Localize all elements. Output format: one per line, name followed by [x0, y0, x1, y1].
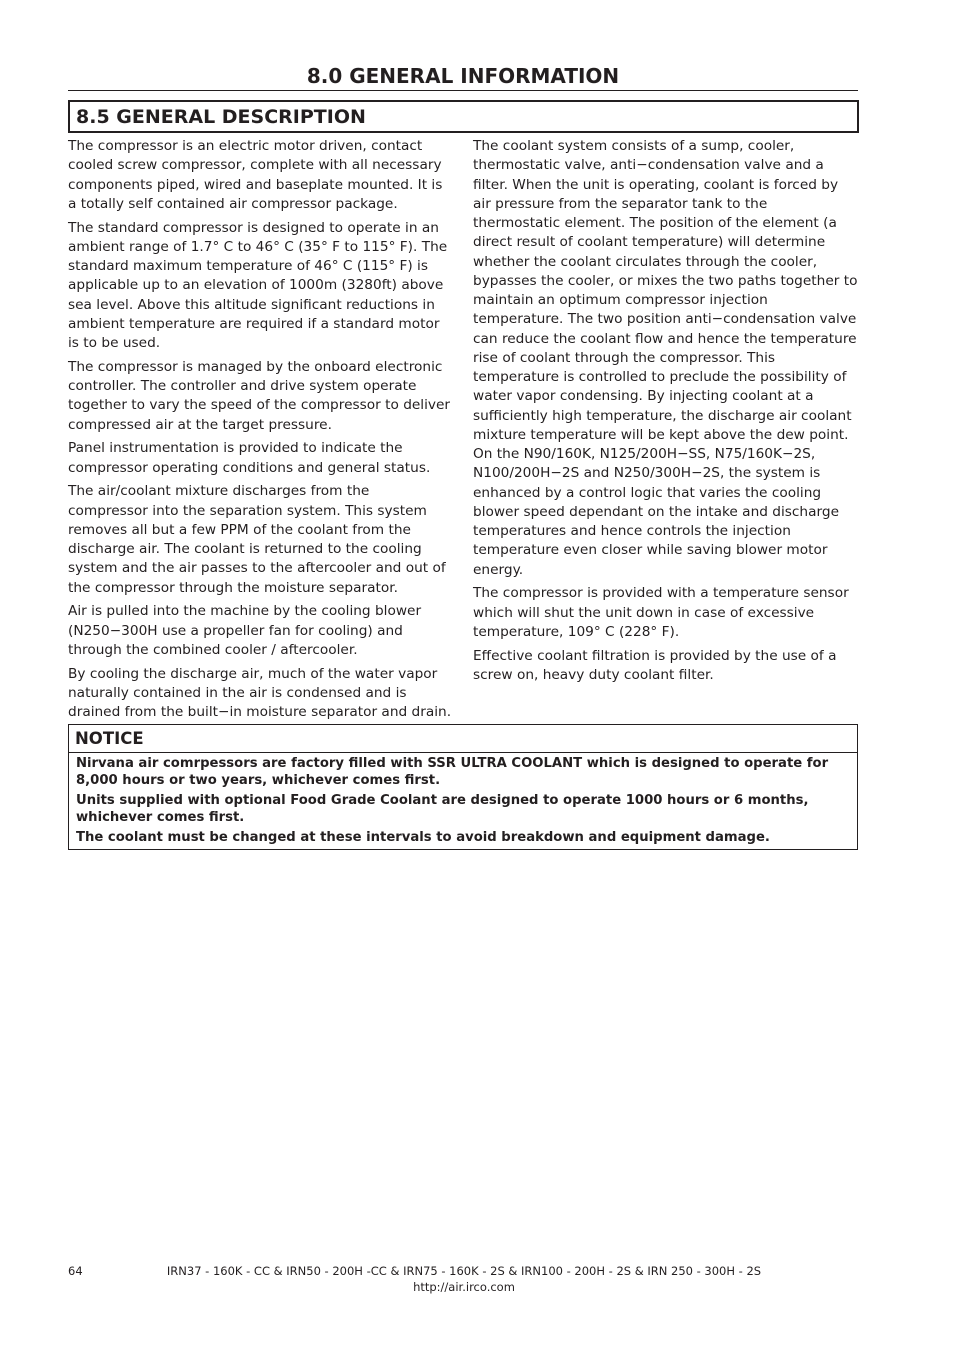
section-header-box [68, 100, 859, 133]
title-rule [68, 90, 858, 91]
notice-header [69, 725, 857, 753]
paragraph: By cooling the discharge air, much of the water vapor naturally contained in the air is condensed and is drained from the built−in moisture separator and drain. [68, 665, 452, 720]
notice-line: Nirvana air comrpessors are factory filled with SSR ULTRA COOLANT which is designed to operate for 8,000 hours or two years, whichever comes first. [76, 756, 829, 788]
paragraph: The standard compressor is designed to operate in an ambient range of 1.7° C to 46° C (35° F to 115° F). The standard maximum temperature of 46° C (115° F) is applicable up to an elevation of 1000m (3280ft) above sea level. Above this altitude significant reductions in ambient temperature are required if a standard motor is to be used. [68, 219, 448, 351]
chapter-title: 8.0 GENERAL INFORMATION [306, 64, 620, 88]
paragraph: The compressor is an electric motor driven, contact cooled screw compressor, complete with all necessary components piped, wired and baseplate mounted. It is a totally self contained air compressor package. [68, 138, 443, 212]
page-number: 64 [68, 1264, 83, 1278]
paragraph: Panel instrumentation is provided to indicate the compressor operating conditions and general status. [68, 440, 431, 476]
paragraph: The compressor is provided with a temperature sensor which will shut the unit down in case of excessive temperature, 109° C (228° F). [473, 585, 849, 640]
notice-title: NOTICE [75, 729, 144, 748]
footer-doc-title: IRN37 - 160K - CC & IRN50 - 200H -CC & IRN75 - 160K - 2S & IRN100 - 200H - 2S & IRN 250 - 300H - 2S [166, 1264, 762, 1278]
notice-box [68, 724, 858, 850]
notice-body [76, 756, 851, 851]
paragraph: The coolant system consists of a sump, cooler, thermostatic valve, anti−condensation valve and a filter. When the unit is operating, coolant is forced by air pressure from the separator tank to the thermostatic element. The position of the element (a direct result of coolant temperature) will determine whether the coolant circulates through the cooler, bypasses the cooler, or mixes the two paths together to maintain an optimum compressor injection temperature. The two position anti−condensation valve can reduce the coolant flow and hence the temperature rise of coolant through the compressor. This temperature is controlled to preclude the possibility of water vapor condensing. By injecting coolant at a sufficiently high temperature, the discharge air coolant mixture temperature will be kept above the dew point. On the N90/160K, N125/200H−SS, N75/160K−2S, N100/200H−2S and N250/300H−2S, the system is enhanced by a control logic that varies the cooling blower speed dependant on the intake and discharge temperatures and hence controls the injection temperature even closer while saving blower motor energy. [473, 138, 858, 578]
paragraph: The air/coolant mixture discharges from the compressor into the separation system. This system removes all but a few PPM of the coolant from the discharge air. The coolant is returned to the cooling system and the air passes to the aftercooler and out of the compressor through the moisture separator. [68, 483, 446, 596]
notice-line: Units supplied with optional Food Grade Coolant are designed to operate 1000 hours or 6 months, whichever comes first. [76, 793, 809, 825]
section-title: 8.5 GENERAL DESCRIPTION [76, 106, 366, 128]
right-column [473, 137, 858, 690]
paragraph: Air is pulled into the machine by the cooling blower (N250−300H use a propeller fan for cooling) and through the combined cooler / aftercooler. [68, 603, 422, 658]
left-column [68, 137, 452, 727]
notice-line: The coolant must be changed at these intervals to avoid breakdown and equipment damage. [76, 830, 770, 845]
paragraph: The compressor is managed by the onboard electronic controller. The controller and drive system operate together to vary the speed of the compressor to deliver compressed air at the target pressure. [68, 358, 451, 433]
paragraph: Effective coolant filtration is provided by the use of a screw on, heavy duty coolant filter. [473, 647, 837, 683]
footer-url[interactable]: http://air.irco.com [413, 1280, 515, 1294]
